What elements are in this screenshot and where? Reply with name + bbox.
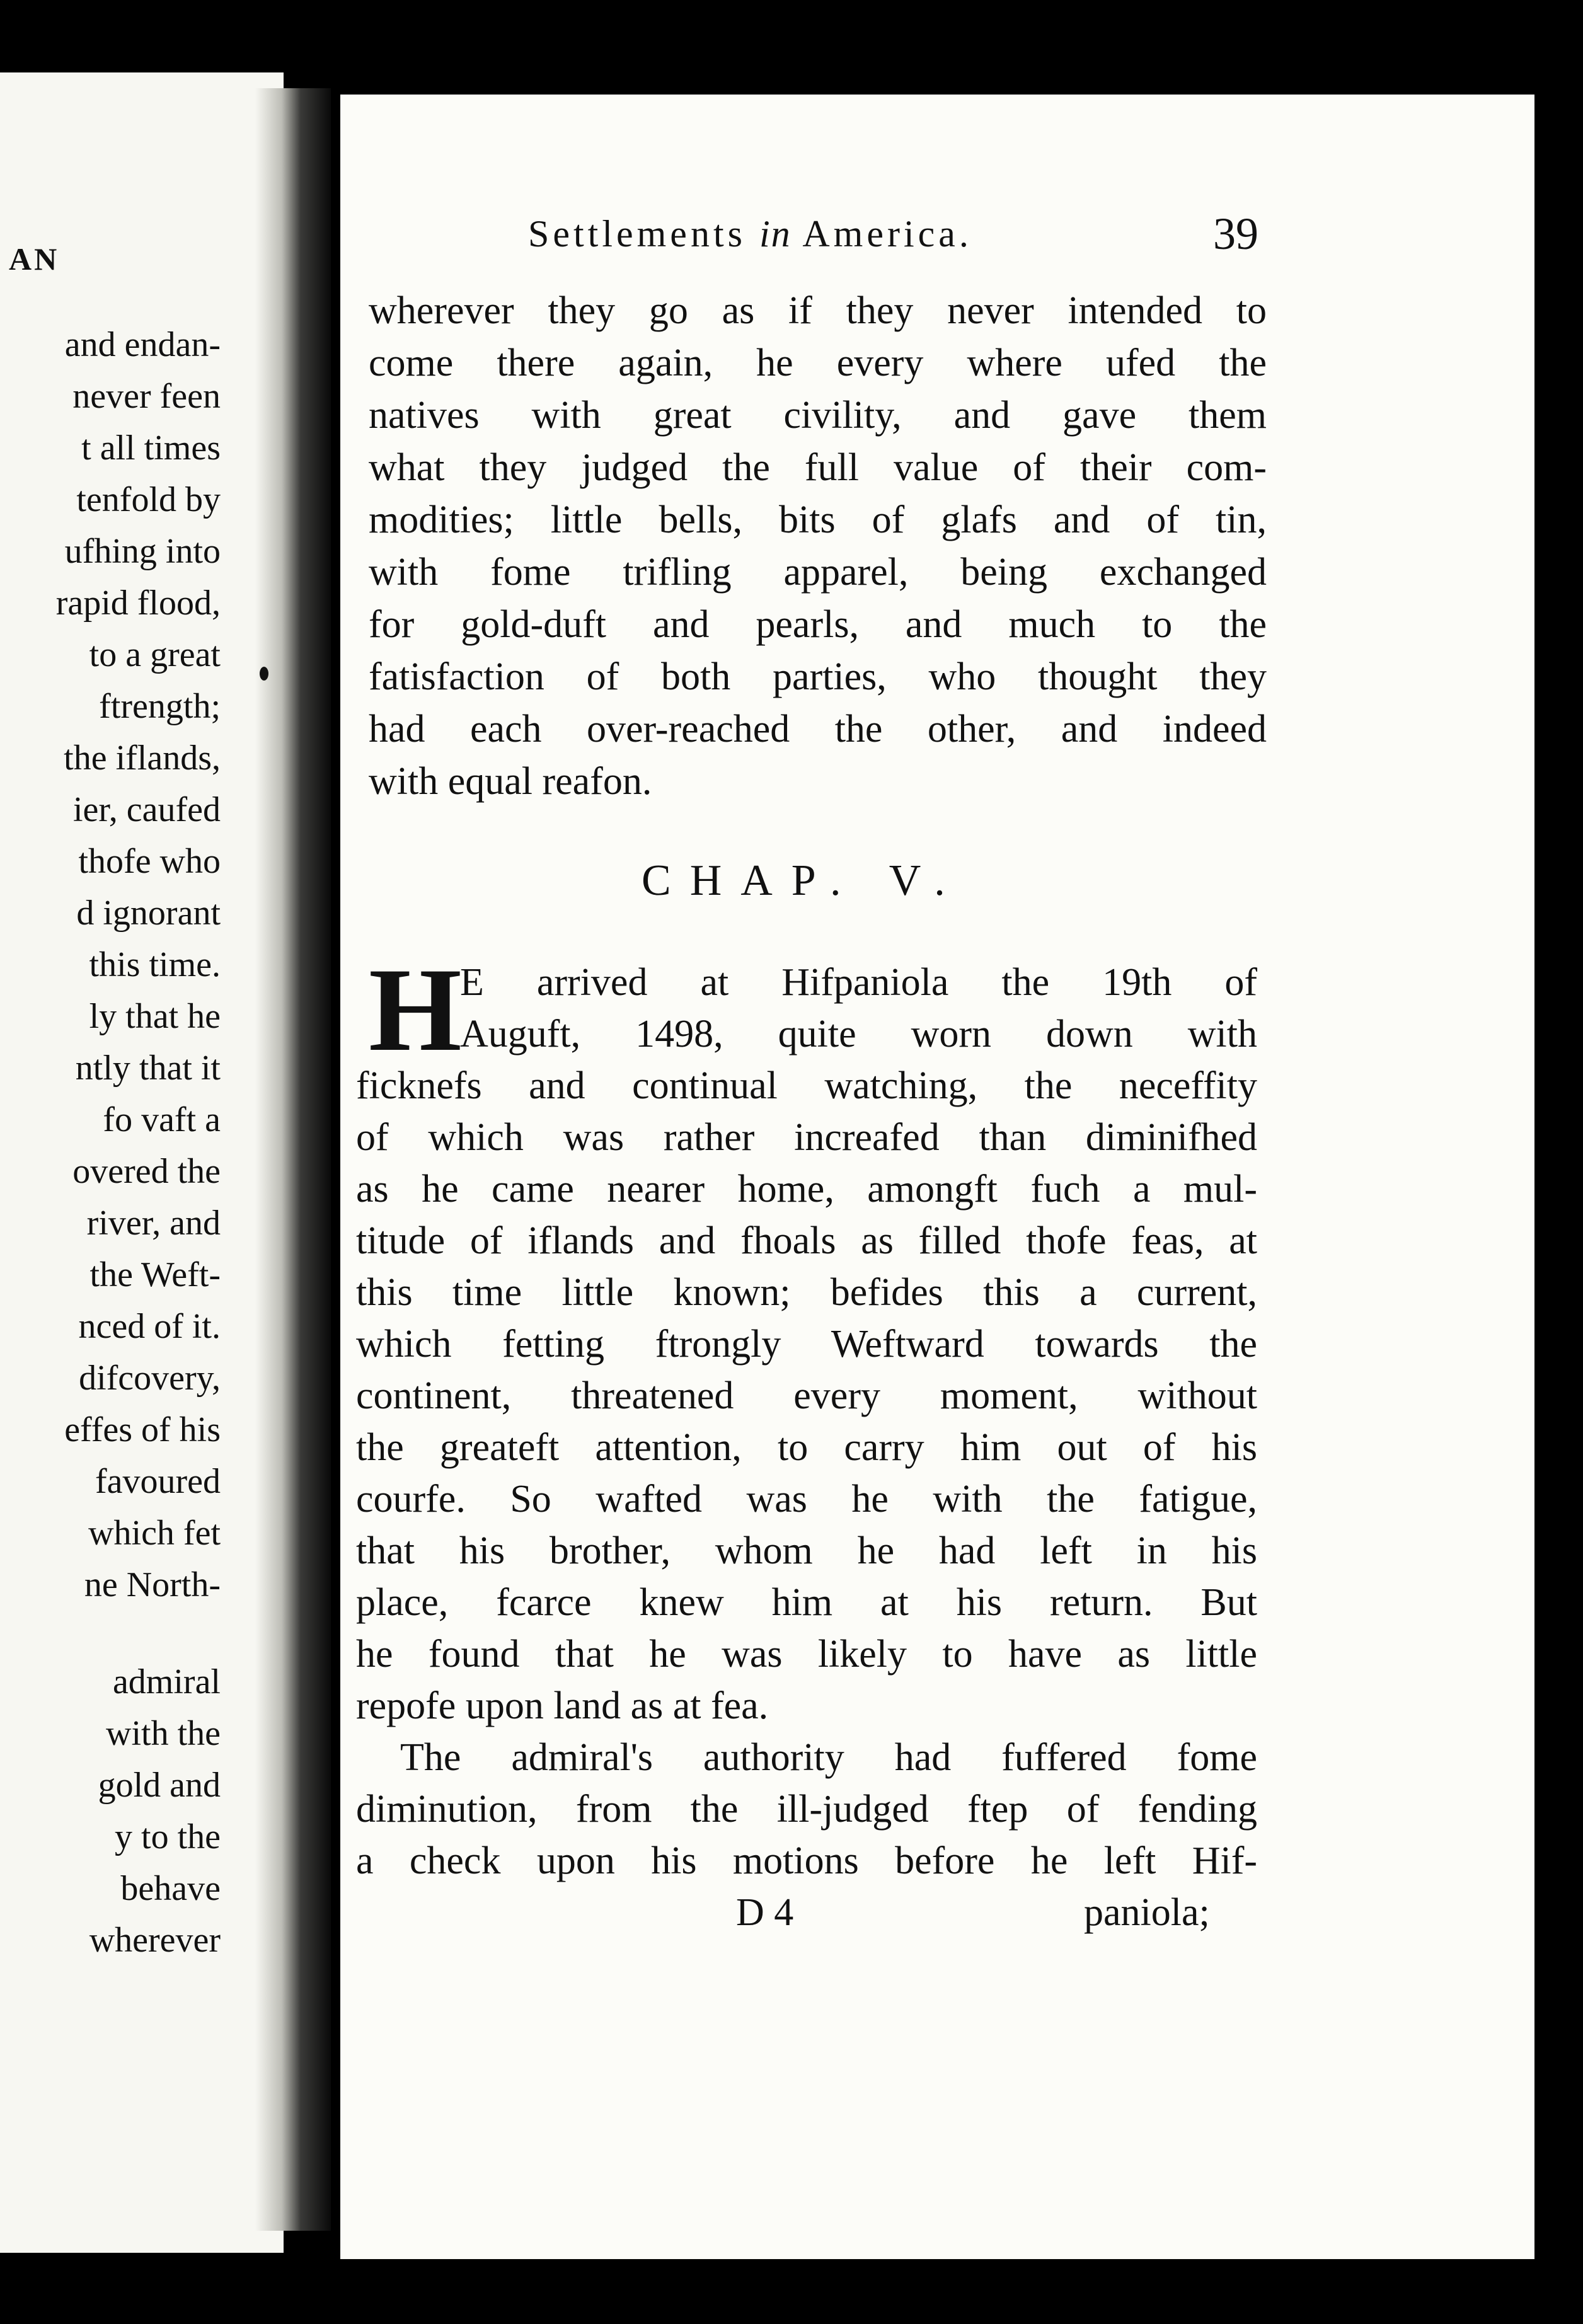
text-line: admiral bbox=[112, 1662, 221, 1701]
text-line: for gold-duft and pearls, and much to the bbox=[369, 603, 1267, 646]
text-line: wherever bbox=[89, 1921, 221, 1960]
text-line: of which was rather increafed than diminifhed bbox=[356, 1116, 1257, 1159]
text-line: with the bbox=[106, 1714, 221, 1753]
text-line: ficknefs and continual watching, the neceffity bbox=[356, 1064, 1257, 1107]
text-line: ntly that it bbox=[75, 1049, 221, 1088]
text-line: with equal reafon. bbox=[369, 760, 652, 803]
text-line: modities; little bells, bits of glafs and of tin, bbox=[369, 498, 1267, 541]
text-line: and endan- bbox=[64, 325, 221, 364]
text-line: d ignorant bbox=[76, 894, 221, 933]
text-line: that his brother, whom he had left in his bbox=[356, 1529, 1257, 1572]
running-head-part2: America. bbox=[791, 213, 972, 255]
text-line: which fet bbox=[88, 1514, 221, 1553]
text-line: E arrived at Hifpaniola the 19th of bbox=[460, 961, 1257, 1004]
text-line: thofe who bbox=[78, 842, 221, 881]
text-line: Auguft, 1498, quite worn down with bbox=[460, 1013, 1257, 1056]
text-line: fatisfaction of both parties, who thought they bbox=[369, 655, 1267, 698]
left-running-head: AN bbox=[9, 241, 60, 277]
text-line: a check upon his motions before he left Hif- bbox=[356, 1839, 1257, 1882]
text-line: courfe. So wafted was he with the fatigue, bbox=[356, 1478, 1257, 1521]
text-line: river, and bbox=[86, 1204, 221, 1243]
text-line: titude of iflands and fhoals as filled thofe feas, at bbox=[356, 1219, 1257, 1262]
text-line: this time. bbox=[89, 945, 221, 984]
continuation-paragraph bbox=[369, 285, 1267, 808]
text-line: place, fcarce knew him at his return. But bbox=[356, 1581, 1257, 1624]
text-line: with fome trifling apparel, being exchanged bbox=[369, 551, 1267, 594]
text-line: ne North- bbox=[84, 1565, 221, 1604]
text-line: ftrength; bbox=[99, 687, 221, 726]
text-line: y to the bbox=[115, 1817, 221, 1856]
text-line: this time little known; befides this a current, bbox=[356, 1271, 1257, 1314]
text-line: natives with great civility, and gave them bbox=[369, 394, 1267, 437]
text-line: to a great bbox=[89, 635, 221, 674]
chapter-text bbox=[356, 944, 1257, 1887]
running-head bbox=[528, 212, 972, 256]
text-line: wherever they go as if they never intended to bbox=[369, 289, 1267, 332]
signature-mark: D 4 bbox=[736, 1891, 794, 1934]
text-line: ier, caufed bbox=[72, 790, 221, 829]
text-line: the Weft- bbox=[89, 1255, 221, 1294]
text-line: which fetting ftrongly Weftward towards the bbox=[356, 1323, 1257, 1366]
text-line: ufhing into bbox=[64, 532, 221, 571]
text-line: never feen bbox=[72, 377, 221, 416]
drop-cap: H bbox=[369, 944, 462, 1076]
text-line: overed the bbox=[72, 1152, 221, 1191]
text-line: t all times bbox=[81, 429, 221, 468]
text-line: the greateft attention, to carry him out of his bbox=[356, 1426, 1257, 1469]
text-line: tenfold by bbox=[76, 480, 221, 519]
book-gutter bbox=[255, 88, 331, 2231]
text-line: gold and bbox=[98, 1766, 221, 1805]
text-line: The admiral's authority had fuffered fome bbox=[400, 1736, 1257, 1779]
running-head-italic: in bbox=[759, 213, 792, 255]
text-line: favoured bbox=[95, 1462, 221, 1501]
text-line: behave bbox=[120, 1869, 221, 1908]
text-line: as he came nearer home, amongft fuch a mul- bbox=[356, 1168, 1257, 1211]
text-line: rapid flood, bbox=[55, 584, 221, 623]
text-line: fo vaft a bbox=[103, 1100, 221, 1139]
text-line: difcovery, bbox=[79, 1359, 221, 1398]
text-line: the iflands, bbox=[64, 739, 221, 778]
text-line: diminution, from the ill-judged ftep of fending bbox=[356, 1788, 1257, 1831]
chapter-heading: CHAP. V. bbox=[642, 856, 964, 905]
text-line: continent, threatened every moment, without bbox=[356, 1374, 1257, 1417]
paragraph-gap bbox=[0, 1611, 221, 1656]
text-line: ly that he bbox=[89, 997, 221, 1036]
text-line: effes of his bbox=[64, 1410, 221, 1449]
text-line: what they judged the full value of their com- bbox=[369, 446, 1267, 489]
text-line: nced of it. bbox=[78, 1307, 221, 1346]
left-page-text bbox=[0, 319, 221, 1966]
text-line: come there again, he every where ufed the bbox=[369, 342, 1267, 384]
text-line: repofe upon land as at fea. bbox=[356, 1684, 769, 1727]
catchword: paniola; bbox=[1084, 1891, 1210, 1934]
page-number: 39 bbox=[1213, 209, 1258, 259]
running-head-part1: Settlements bbox=[528, 213, 759, 255]
text-line: he found that he was likely to have as little bbox=[356, 1633, 1257, 1676]
text-line: had each over-reached the other, and indeed bbox=[369, 708, 1267, 751]
ink-speck bbox=[260, 667, 268, 681]
